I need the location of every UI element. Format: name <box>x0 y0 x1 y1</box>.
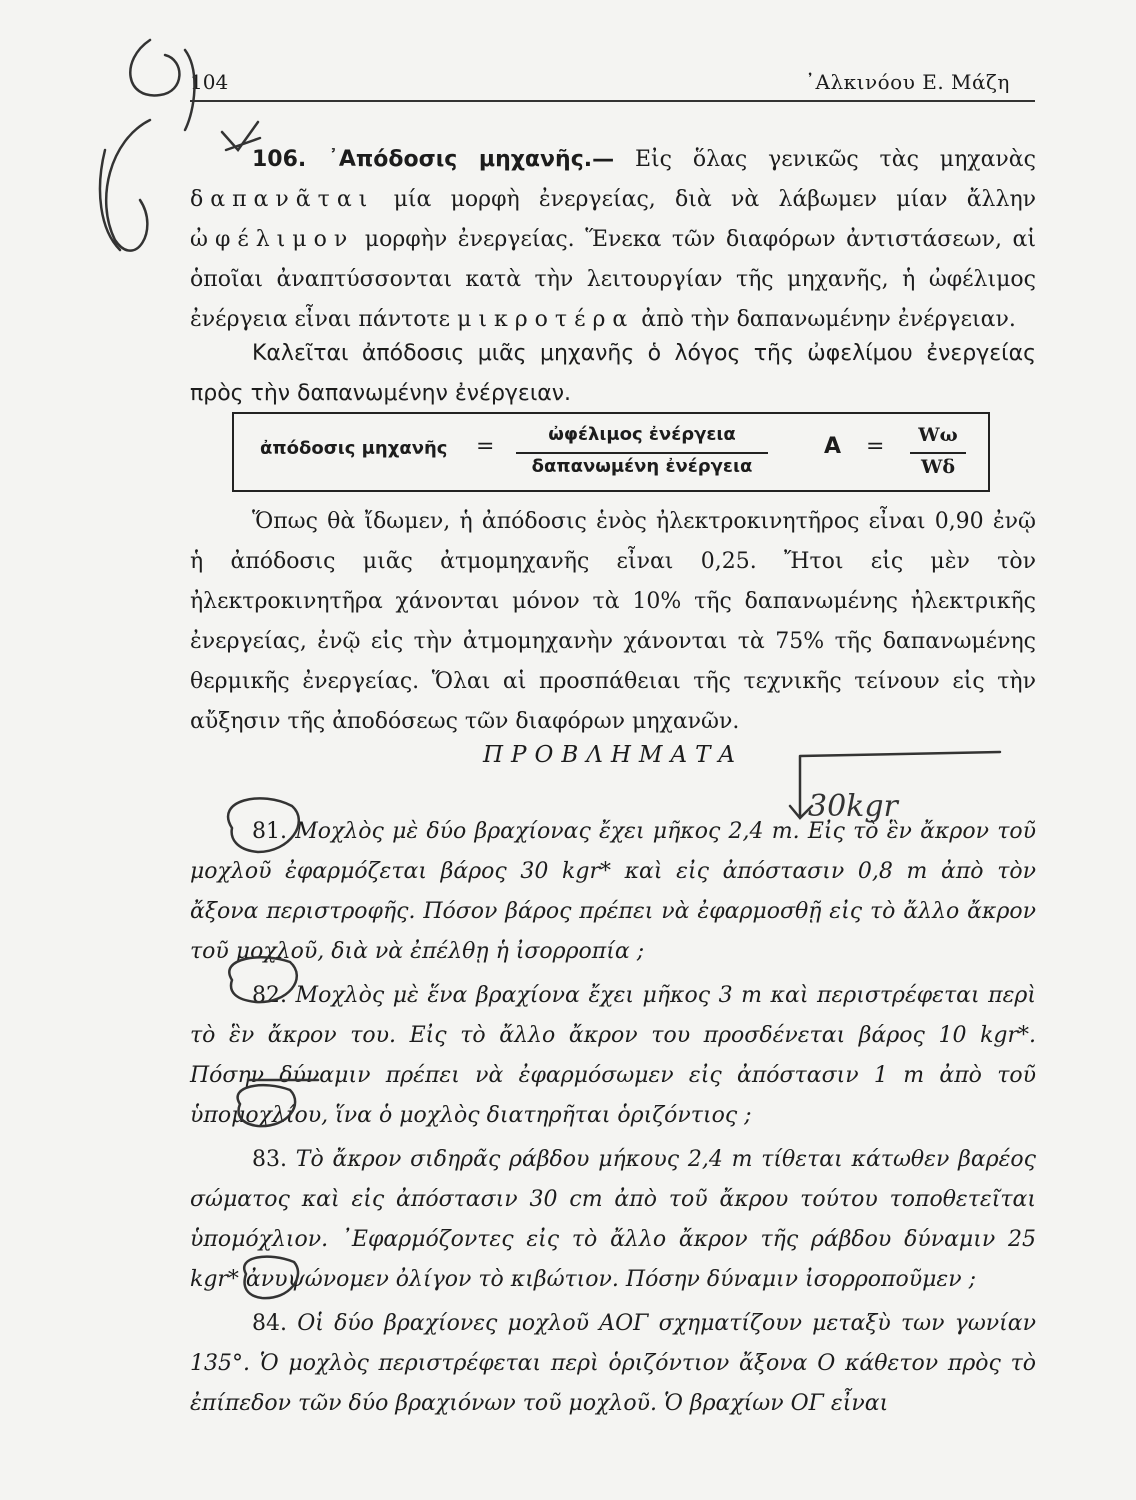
problem-81: 81. Μοχλὸς μὲ δύο βραχίονας ἔχει μῆκος 2,4 m. Εἰς τὸ ἓν ἄκρον τοῦ μοχλοῦ ἐφαρμόζεται βάρος 30 kgr* καὶ εἰς ἀπόστασιν 0,8 m ἀπὸ τὸν ἄξονα περιστροφῆς. Πόσον βάρος πρέπει νὰ ἐφαρμοσθῇ εἰς τὸ ἄλλο ἄκρον τοῦ μοχλοῦ, διὰ νὰ ἐπέλθῃ ἡ ἰσορροπία ; <box>190 819 1036 964</box>
header-rule <box>190 100 1035 102</box>
problems-list <box>190 812 1036 1428</box>
problem-84: 84. Οἱ δύο βραχίονες μοχλοῦ ΑΟΓ σχηματίζουν μεταξὺ των γωνίαν 135°. Ὁ μοχλὸς περιστρέφεται περὶ ὁριζόντιον ἄξονα Ο κάθετον πρὸς τὸ ἐπίπεδον τῶν δύο βραχιόνων τοῦ μοχλοῦ. Ὁ βραχίων ΟΓ εἶναι <box>190 1311 1036 1416</box>
formula-w-fraction-bar <box>910 452 966 454</box>
problem-number: 81. <box>252 819 287 844</box>
efficiency-formula-box <box>232 412 990 492</box>
formula-symbol: A <box>824 434 842 459</box>
formula-equals-2: = <box>866 434 885 459</box>
efficiency-examples-paragraph: Ὅπως θὰ ἴδωμεν, ἡ ἀπόδοσις ἑνὸς ἠλεκτροκινητῆρος εἶναι 0,90 ἐνῷ ἡ ἀπόδοσις μιᾶς ἀτμομηχανῆς εἶναι 0,25. Ἤτοι εἰς μὲν τὸν ἠλεκτροκινητῆρα χάνονται μόνον τὰ 10% τῆς δαπανωμένης ἠλεκτρικῆς ἐνεργείας, ἐνῷ εἰς τὴν ἀτμομηχανὴν χάνονται τὰ 75% τῆς δαπανωμένης θερμικῆς ἐνεργείας. Ὅλαι αἱ προσπάθειαι τῆς τεχνικῆς τείνουν εἰς τὴν αὔξησιν τῆς ἀποδόσεως τῶν διαφόρων μηχανῶν. <box>190 509 1036 734</box>
problem-number: 82. <box>252 983 287 1008</box>
section-heading: 106. ᾿Απόδοσις μηχανῆς.— <box>252 147 615 172</box>
formula-numerator: ὠφέλιμος ἐνέργεια <box>548 424 736 445</box>
section-paragraph-1: 106. ᾿Απόδοσις μηχανῆς.— Εἰς ὅλας γενικῶς τὰς μηχανὰς δαπανᾶται μία μορφὴ ἐνεργείας, διὰ νὰ λάβωμεν μίαν ἄλλην ὠφέλιμον μορφὴν ἐνεργείας. Ἕνεκα τῶν διαφόρων ἀντιστάσεων, αἱ ὁποῖαι ἀναπτύσσονται κατὰ τὴν λειτουργίαν τῆς μηχανῆς, ἡ ὠφέλιμος ἐνέργεια εἶναι πάντοτε μικροτέρα ἀπὸ τὴν δαπανωμένην ἐνέργειαν. <box>190 147 1036 332</box>
handwritten-note: 30kgr <box>808 789 898 824</box>
formula-w-denominator: Wδ <box>920 456 955 478</box>
section-106 <box>190 140 1036 340</box>
pen-scribble-top-left <box>100 40 194 251</box>
formula-equals: = <box>476 434 495 459</box>
page-number: 104 <box>190 70 229 94</box>
running-header-author: ᾿Αλκινόου Ε. Μάζη <box>805 70 1010 94</box>
problem-number: 83. <box>252 1147 287 1172</box>
formula-denominator: δαπανωμένη ἐνέργεια <box>531 456 753 477</box>
definition-paragraph: Καλεῖται ἀπόδοσις μιᾶς μηχανῆς ὁ λόγος τῆς ὠφελίμου ἐνεργείας πρὸς τὴν δαπανωμένην ἐνέργειαν. <box>190 341 1036 406</box>
problem-number: 84. <box>252 1311 287 1336</box>
formula-lhs: ἀπόδοσις μηχανῆς <box>260 438 448 459</box>
problem-83: 83. Τὸ ἄκρον σιδηρᾶς ράβδου μήκους 2,4 m τίθεται κάτωθεν βαρέος σώματος καὶ εἰς ἀπόστασιν 30 cm ἀπὸ τοῦ ἄκρου τούτου τοποθετεῖται ὑπομόχλιον. ᾿Εφαρμόζοντες εἰς τὸ ἄλλο ἄκρον τῆς ράβδου δύναμιν 25 kgr* ἀνυψώνομεν ὀλίγον τὸ κιβώτιον. Πόσην δύναμιν ἰσορροποῦμεν ; <box>190 1147 1036 1292</box>
problems-title: ΠΡΟΒΛΗΜΑΤΑ <box>482 742 744 768</box>
formula-fraction-bar <box>516 452 768 454</box>
problem-82: 82. Μοχλὸς μὲ ἕνα βραχίονα ἔχει μῆκος 3 m καὶ περιστρέφεται περὶ τὸ ἓν ἄκρον του. Εἰς τὸ ἄλλο ἄκρον του προσδένεται βάρος 10 kgr*. Πόσην δύναμιν πρέπει νὰ ἐφαρμόσωμεν εἰς ἀπόστασιν 1 m ἀπὸ τοῦ ὑπομοχλίου, ἵνα ὁ μοχλὸς διατηρῆται ὁριζόντιος ; <box>190 983 1036 1128</box>
formula-w-numerator: Wω <box>918 424 958 446</box>
